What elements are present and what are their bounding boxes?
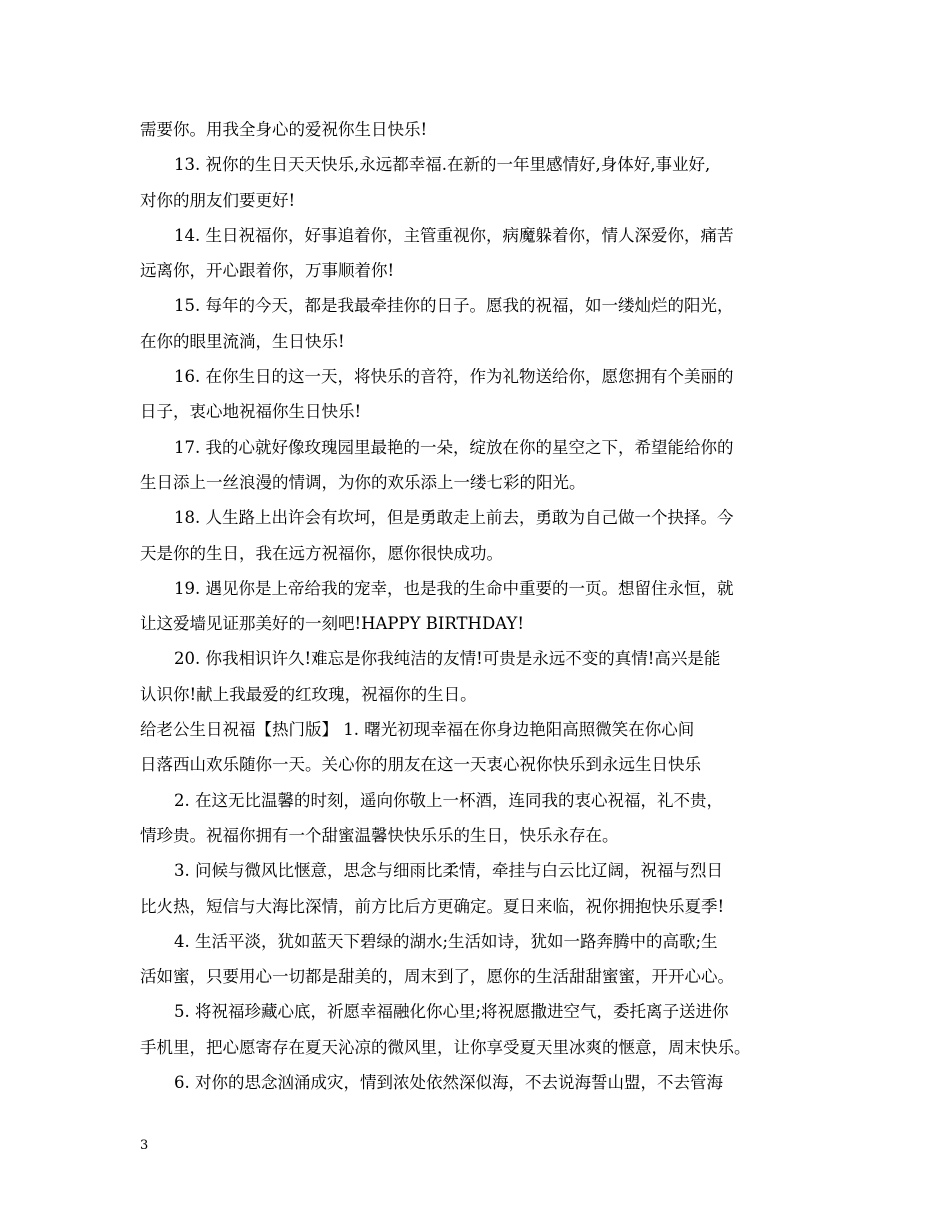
text-line: 天是你的生日，我在远方祝福你，愿你很快成功。 (140, 543, 503, 563)
text-line: 需要你。用我全身心的爱祝你生日快乐! (140, 120, 428, 139)
text-line: 4. 生活平淡，犹如蓝天下碧绿的湖水;生活如诗，犹如一路奔腾中的高歌;生 (174, 931, 718, 951)
text-line: 2. 在这无比温馨的时刻，遥向你敬上一杯酒，连同我的衷心祝福，礼不贵， (174, 790, 723, 810)
text-line: 在你的眼里流淌，生日快乐! (140, 331, 345, 351)
text-line: 手机里，把心愿寄存在夏天沁凉的微风里，让你享受夏天里冰爽的惬意，周末快乐。 (140, 1037, 751, 1057)
text-line: 19. 遇见你是上帝给我的宠幸，也是我的生命中重要的一页。想留住永恒，就 (174, 578, 734, 598)
text-line: 18. 人生路上出许会有坎坷，但是勇敢走上前去，勇敢为自己做一个抉择。今 (174, 508, 734, 528)
document-body (140, 112, 820, 1100)
text-line: 15. 每年的今天，都是我最牵挂你的日子。愿我的祝福，如一缕灿烂的阳光， (174, 296, 734, 316)
text-line: 6. 对你的思念汹涌成灾，情到浓处依然深似海，不去说海誓山盟，不去管海 (174, 1073, 723, 1093)
text-line: 日子，衷心地祝福你生日快乐! (140, 402, 362, 422)
text-line: 5. 将祝福珍藏心底，祈愿幸福融化你心里;将祝愿撒进空气，委托离子送进你 (174, 1002, 729, 1022)
text-line: 情珍贵。祝福你拥有一个甜蜜温馨快快乐乐的生日，快乐永存在。 (140, 825, 619, 845)
text-line: 生日添上一丝浪漫的情调，为你的欢乐添上一缕七彩的阳光。 (140, 472, 586, 492)
text-line: 日落西山欢乐随你一天。关心你的朋友在这一天衷心祝你快乐到永远生日快乐 (140, 755, 701, 775)
text-line: 活如蜜，只要用心一切都是甜美的，周末到了，愿你的生活甜甜蜜蜜，开开心心。 (140, 967, 734, 987)
text-line: 16. 在你生日的这一天，将快乐的音符，作为礼物送给你，愿您拥有个美丽的 (174, 367, 734, 387)
text-line: 20. 你我相识许久!难忘是你我纯洁的友情!可贵是永远不变的真情!高兴是能 (174, 649, 721, 669)
text-line: 对你的朋友们要更好! (140, 190, 296, 210)
text-line: 3. 问候与微风比惬意，思念与细雨比柔情，牵挂与白云比辽阔，祝福与烈日 (174, 861, 723, 881)
text-line: 13. 祝你的生日天天快乐,永远都幸福.在新的一年里感情好,身体好,事业好, (174, 155, 711, 175)
section-heading-line: 给老公生日祝福【热门版】 1. 曙光初现幸福在你身边艳阳高照微笑在你心间 (140, 720, 695, 740)
text-line: 让这爱墙见证那美好的一刻吧!HAPPY BIRTHDAY! (140, 614, 524, 634)
text-line: 比火热，短信与大海比深情，前方比后方更确定。夏日来临，祝你拥抱快乐夏季! (140, 896, 725, 916)
page-number: 3 (140, 1138, 149, 1153)
text-line: 远离你，开心跟着你，万事顺着你! (140, 261, 395, 281)
text-line: 14. 生日祝福你，好事追着你，主管重视你，病魔躲着你，情人深爱你，痛苦 (174, 225, 734, 245)
text-line: 17. 我的心就好像玫瑰园里最艳的一朵，绽放在你的星空之下，希望能给你的 (174, 437, 734, 457)
text-line: 认识你!献上我最爱的红玫瑰，祝福你的生日。 (140, 684, 477, 704)
